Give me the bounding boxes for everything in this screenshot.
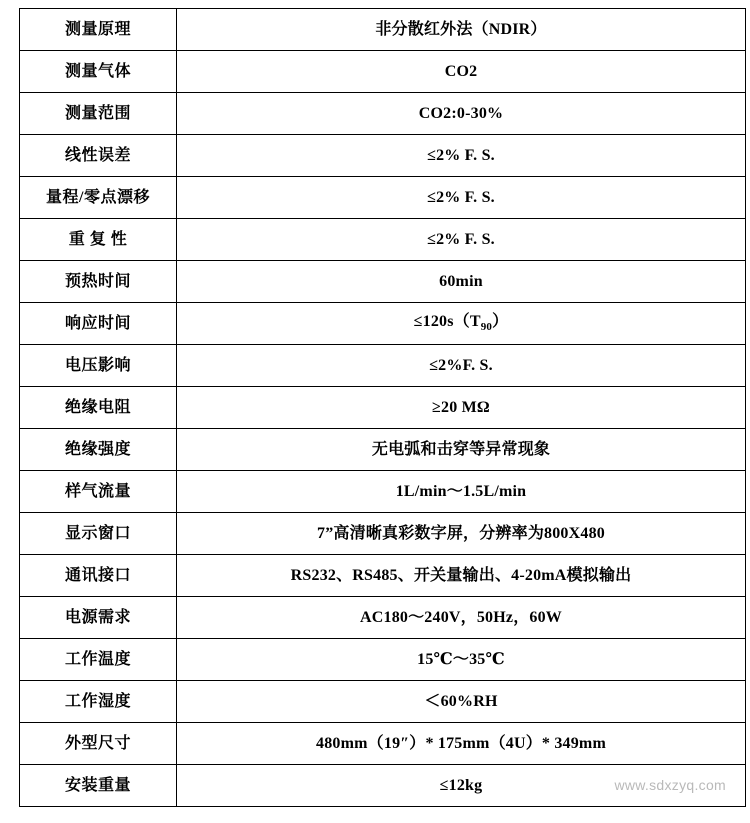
parameter-value: ≤12kg bbox=[177, 765, 746, 807]
value-subscript: 90 bbox=[480, 321, 493, 334]
parameter-label: 绝缘强度 bbox=[20, 429, 177, 471]
parameter-label: 工作温度 bbox=[20, 639, 177, 681]
parameter-label: 测量原理 bbox=[20, 9, 177, 51]
parameter-value: 非分散红外法（NDIR） bbox=[177, 9, 746, 51]
parameter-value: ≤2% F. S. bbox=[177, 177, 746, 219]
parameter-label: 测量气体 bbox=[20, 51, 177, 93]
table-row bbox=[20, 51, 746, 93]
parameter-value bbox=[177, 303, 746, 345]
parameter-label: 安装重量 bbox=[20, 765, 177, 807]
parameter-value: 无电弧和击穿等异常现象 bbox=[177, 429, 746, 471]
table-row bbox=[20, 639, 746, 681]
table-row bbox=[20, 597, 746, 639]
table-row bbox=[20, 765, 746, 807]
value-main: ≤120s（T bbox=[413, 313, 481, 331]
parameter-value: ≤2%F. S. bbox=[177, 345, 746, 387]
table-row bbox=[20, 555, 746, 597]
parameter-value: 480mm（19″）* 175mm（4U）* 349mm bbox=[177, 723, 746, 765]
parameter-label: 外型尺寸 bbox=[20, 723, 177, 765]
parameter-label: 预热时间 bbox=[20, 261, 177, 303]
parameter-value: 60min bbox=[177, 261, 746, 303]
table-row bbox=[20, 387, 746, 429]
parameter-value: 15℃～35℃ bbox=[177, 639, 746, 681]
parameter-value: CO2:0-30% bbox=[177, 93, 746, 135]
parameter-value: CO2 bbox=[177, 51, 746, 93]
parameter-label: 电源需求 bbox=[20, 597, 177, 639]
table-row bbox=[20, 429, 746, 471]
table-row bbox=[20, 681, 746, 723]
table-body bbox=[20, 9, 746, 807]
parameter-label: 响应时间 bbox=[20, 303, 177, 345]
parameter-value: 1L/min～1.5L/min bbox=[177, 471, 746, 513]
parameter-label: 显示窗口 bbox=[20, 513, 177, 555]
parameter-value: RS232、RS485、开关量输出、4-20mA模拟输出 bbox=[177, 555, 746, 597]
parameter-label: 重 复 性 bbox=[20, 219, 177, 261]
parameter-label: 测量范围 bbox=[20, 93, 177, 135]
table-row bbox=[20, 723, 746, 765]
parameter-value: ≤2% F. S. bbox=[177, 135, 746, 177]
parameter-value: 7”高清晰真彩数字屏，分辨率为800X480 bbox=[177, 513, 746, 555]
parameter-label: 绝缘电阻 bbox=[20, 387, 177, 429]
table-row bbox=[20, 261, 746, 303]
table-row bbox=[20, 513, 746, 555]
parameter-label: 样气流量 bbox=[20, 471, 177, 513]
watermark: www.sdxzyq.com bbox=[614, 777, 726, 793]
table-row bbox=[20, 345, 746, 387]
parameter-label: 电压影响 bbox=[20, 345, 177, 387]
parameter-label: 工作湿度 bbox=[20, 681, 177, 723]
table-row bbox=[20, 135, 746, 177]
table-row bbox=[20, 9, 746, 51]
table-row bbox=[20, 177, 746, 219]
value-tail: ） bbox=[492, 313, 509, 331]
parameter-value: AC180～240V，50Hz，60W bbox=[177, 597, 746, 639]
table-row bbox=[20, 219, 746, 261]
table-row bbox=[20, 93, 746, 135]
parameter-label: 通讯接口 bbox=[20, 555, 177, 597]
parameter-value: ≥20 MΩ bbox=[177, 387, 746, 429]
table-row bbox=[20, 471, 746, 513]
parameter-label: 量程/零点漂移 bbox=[20, 177, 177, 219]
specification-table bbox=[19, 8, 746, 807]
parameter-value: ≤2% F. S. bbox=[177, 219, 746, 261]
parameter-value: ＜60%RH bbox=[177, 681, 746, 723]
parameter-label: 线性误差 bbox=[20, 135, 177, 177]
table-row bbox=[20, 303, 746, 345]
